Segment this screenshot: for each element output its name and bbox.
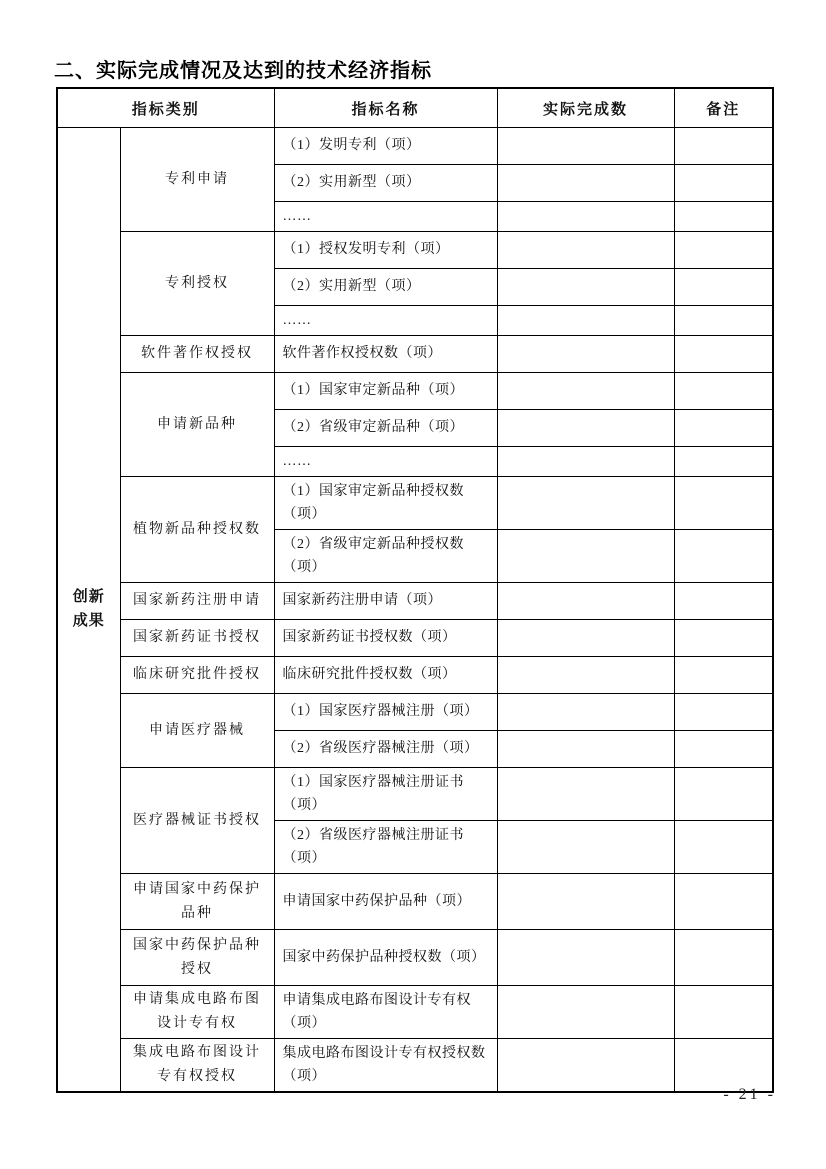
table-row: [57, 373, 773, 410]
actual-value-cell[interactable]: [497, 694, 674, 731]
table-row: [57, 930, 773, 986]
note-cell[interactable]: [674, 336, 773, 373]
page-title: 二、实际完成情况及达到的技术经济指标: [54, 60, 432, 82]
actual-value-cell[interactable]: [497, 128, 674, 165]
table-row: [57, 128, 773, 165]
category-cell: 申请集成电路布图设计专有权: [120, 986, 274, 1039]
note-cell[interactable]: [674, 731, 773, 768]
actual-value-cell[interactable]: [497, 821, 674, 874]
note-cell[interactable]: [674, 447, 773, 477]
category-cell: 植物新品种授权数: [120, 477, 274, 583]
indicator-name-cell: （1）发明专利（项）: [274, 128, 497, 165]
actual-value-cell[interactable]: [497, 232, 674, 269]
note-cell[interactable]: [674, 477, 773, 530]
table-row: [57, 986, 773, 1039]
table-row: [57, 232, 773, 269]
actual-value-cell[interactable]: [497, 373, 674, 410]
actual-value-cell[interactable]: [497, 336, 674, 373]
indicator-name-cell: （1）国家医疗器械注册（项）: [274, 694, 497, 731]
actual-value-cell[interactable]: [497, 657, 674, 694]
indicator-name-cell: ……: [274, 306, 497, 336]
note-cell[interactable]: [674, 1039, 773, 1092]
actual-value-cell[interactable]: [497, 447, 674, 477]
category-cell: 专利申请: [120, 128, 274, 232]
note-cell[interactable]: [674, 986, 773, 1039]
indicator-name-cell: 软件著作权授权数（项）: [274, 336, 497, 373]
note-cell[interactable]: [674, 373, 773, 410]
note-cell[interactable]: [674, 530, 773, 583]
category-cell: 国家新药证书授权: [120, 620, 274, 657]
actual-value-cell[interactable]: [497, 306, 674, 336]
header-actual: 实际完成数: [497, 88, 674, 128]
table-row: [57, 1039, 773, 1092]
table-row: [57, 694, 773, 731]
table-row: [57, 768, 773, 821]
indicator-name-cell: （1）授权发明专利（项）: [274, 232, 497, 269]
note-cell[interactable]: [674, 930, 773, 986]
category-cell: 专利授权: [120, 232, 274, 336]
table-row: [57, 620, 773, 657]
actual-value-cell[interactable]: [497, 202, 674, 232]
indicator-name-cell: （2）实用新型（项）: [274, 165, 497, 202]
indicator-name-cell: 临床研究批件授权数（项）: [274, 657, 497, 694]
indicator-name-cell: （1）国家审定新品种授权数（项）: [274, 477, 497, 530]
note-cell[interactable]: [674, 874, 773, 930]
category-cell: 国家中药保护品种授权: [120, 930, 274, 986]
category-cell: 临床研究批件授权: [120, 657, 274, 694]
indicator-name-cell: ……: [274, 447, 497, 477]
note-cell[interactable]: [674, 269, 773, 306]
table-row: [57, 874, 773, 930]
note-cell[interactable]: [674, 232, 773, 269]
category-cell: 申请新品种: [120, 373, 274, 477]
actual-value-cell[interactable]: [497, 410, 674, 447]
indicator-name-cell: （2）省级医疗器械注册证书（项）: [274, 821, 497, 874]
table-row: [57, 336, 773, 373]
table-row: [57, 583, 773, 620]
actual-value-cell[interactable]: [497, 1039, 674, 1092]
indicator-name-cell: （2）省级审定新品种授权数（项）: [274, 530, 497, 583]
actual-value-cell[interactable]: [497, 583, 674, 620]
note-cell[interactable]: [674, 583, 773, 620]
indicator-name-cell: 国家新药注册申请（项）: [274, 583, 497, 620]
category-cell: 集成电路布图设计专有权授权: [120, 1039, 274, 1092]
note-cell[interactable]: [674, 821, 773, 874]
note-cell[interactable]: [674, 657, 773, 694]
header-name: 指标名称: [274, 88, 497, 128]
note-cell[interactable]: [674, 165, 773, 202]
indicator-name-cell: 申请国家中药保护品种（项）: [274, 874, 497, 930]
header-row: [57, 88, 773, 128]
category-cell: 申请医疗器械: [120, 694, 274, 768]
indicator-name-cell: 国家中药保护品种授权数（项）: [274, 930, 497, 986]
actual-value-cell[interactable]: [497, 930, 674, 986]
category-cell: 医疗器械证书授权: [120, 768, 274, 874]
note-cell[interactable]: [674, 694, 773, 731]
page-number: - 21 -: [723, 1086, 776, 1103]
indicators-table: [56, 87, 774, 1093]
category-cell: 国家新药注册申请: [120, 583, 274, 620]
actual-value-cell[interactable]: [497, 165, 674, 202]
row-group-label: 创新成果: [57, 128, 120, 1092]
indicator-name-cell: （2）省级医疗器械注册（项）: [274, 731, 497, 768]
indicator-name-cell: （1）国家医疗器械注册证书（项）: [274, 768, 497, 821]
indicator-name-cell: （2）实用新型（项）: [274, 269, 497, 306]
indicator-name-cell: （2）省级审定新品种（项）: [274, 410, 497, 447]
note-cell[interactable]: [674, 202, 773, 232]
note-cell[interactable]: [674, 306, 773, 336]
actual-value-cell[interactable]: [497, 731, 674, 768]
indicator-name-cell: 国家新药证书授权数（项）: [274, 620, 497, 657]
note-cell[interactable]: [674, 128, 773, 165]
category-cell: 软件著作权授权: [120, 336, 274, 373]
header-category: 指标类别: [57, 88, 274, 128]
actual-value-cell[interactable]: [497, 269, 674, 306]
indicator-name-cell: 申请集成电路布图设计专有权（项）: [274, 986, 497, 1039]
note-cell[interactable]: [674, 410, 773, 447]
note-cell[interactable]: [674, 768, 773, 821]
actual-value-cell[interactable]: [497, 874, 674, 930]
actual-value-cell[interactable]: [497, 768, 674, 821]
actual-value-cell[interactable]: [497, 477, 674, 530]
table-row: [57, 657, 773, 694]
actual-value-cell[interactable]: [497, 530, 674, 583]
note-cell[interactable]: [674, 620, 773, 657]
indicator-name-cell: （1）国家审定新品种（项）: [274, 373, 497, 410]
indicator-name-cell: 集成电路布图设计专有权授权数（项）: [274, 1039, 497, 1092]
category-cell: 申请国家中药保护品种: [120, 874, 274, 930]
actual-value-cell[interactable]: [497, 986, 674, 1039]
table-row: [57, 477, 773, 530]
indicator-name-cell: ……: [274, 202, 497, 232]
header-note: 备注: [674, 88, 773, 128]
actual-value-cell[interactable]: [497, 620, 674, 657]
